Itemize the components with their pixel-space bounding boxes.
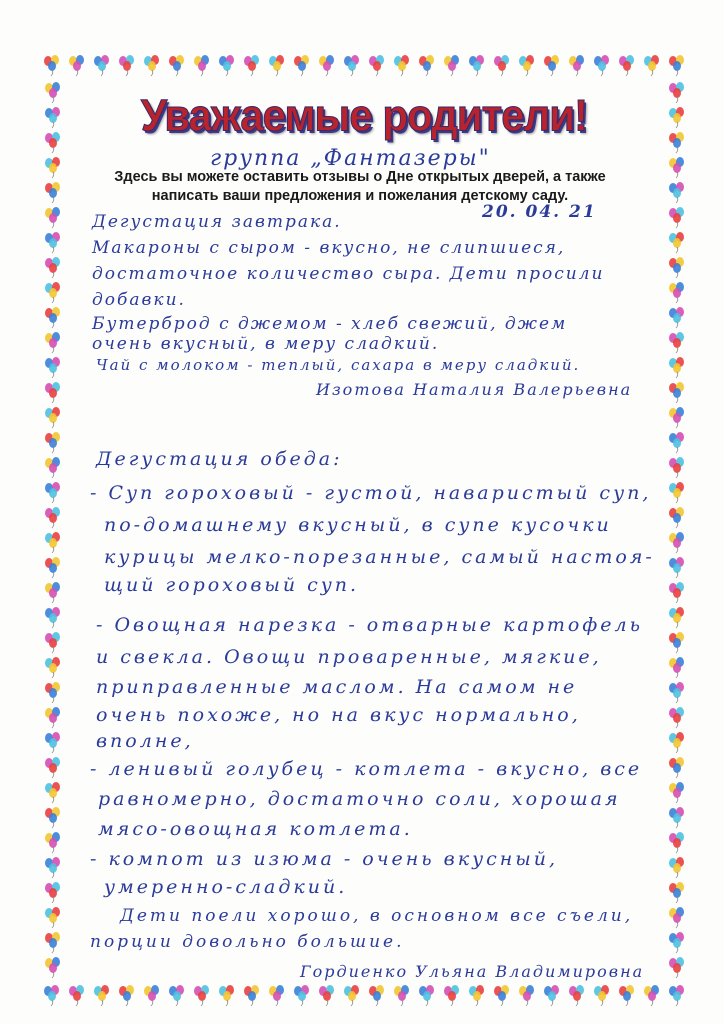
balloon-icon [669, 432, 684, 453]
balloon-icon [169, 985, 184, 1006]
balloon-icon [69, 55, 84, 76]
lunch-line: и свекла. Овощи проваренные, мягкие, [96, 646, 602, 668]
balloon-icon [319, 985, 334, 1006]
balloon-icon [369, 985, 384, 1006]
lunch-line: Дети поели хорошо, в основном все съели, [120, 906, 634, 926]
balloon-icon [269, 985, 284, 1006]
balloon-icon [669, 157, 684, 178]
lunch-signature: Гордиенко Ульяна Владимировна [300, 962, 645, 981]
balloon-icon [45, 407, 60, 428]
balloon-icon [369, 55, 384, 76]
balloon-icon [45, 907, 60, 928]
balloon-icon [669, 282, 684, 303]
balloon-border-bottom [40, 982, 690, 1008]
balloon-icon [594, 985, 609, 1006]
balloon-icon [219, 55, 234, 76]
intro-line-2: написать ваши предложения и пожелания детскому саду. [151, 188, 569, 204]
balloon-icon [45, 932, 60, 953]
balloon-icon [469, 55, 484, 76]
breakfast-line: Бутерброд с джемом - хлеб свежий, джем [92, 314, 568, 334]
balloon-icon [45, 232, 60, 253]
balloon-icon [669, 857, 684, 878]
balloon-icon [45, 182, 60, 203]
balloon-icon [669, 957, 684, 978]
balloon-icon [669, 985, 684, 1006]
balloon-icon [669, 507, 684, 528]
balloon-icon [45, 657, 60, 678]
balloon-border-right [664, 78, 690, 982]
lunch-line: вполне, [96, 730, 194, 752]
balloon-icon [569, 55, 584, 76]
balloon-icon [544, 55, 559, 76]
balloon-icon [244, 985, 259, 1006]
balloon-icon [119, 985, 134, 1006]
balloon-icon [45, 782, 60, 803]
balloon-icon [45, 607, 60, 628]
balloon-icon [669, 55, 684, 76]
balloon-icon [669, 357, 684, 378]
balloon-icon [494, 55, 509, 76]
intro-line-1: Здесь вы можете оставить отзывы о Дне открытых дверей, а также [114, 169, 606, 185]
balloon-icon [669, 632, 684, 653]
balloon-icon [669, 557, 684, 578]
balloon-icon [45, 282, 60, 303]
balloon-icon [45, 257, 60, 278]
balloon-icon [45, 882, 60, 903]
lunch-line: порции довольно большие. [90, 932, 405, 952]
balloon-icon [669, 482, 684, 503]
lunch-heading: Дегустация обеда: [96, 448, 343, 470]
balloon-icon [469, 985, 484, 1006]
balloon-icon [94, 985, 109, 1006]
lunch-line: - Овощная нарезка - отварные картофель [96, 614, 643, 636]
balloon-icon [244, 55, 259, 76]
balloon-icon [494, 985, 509, 1006]
form-title: Уважаемые родители! [140, 90, 588, 141]
breakfast-signature: Изотова Наталия Валерьевна [316, 380, 633, 399]
balloon-icon [44, 985, 59, 1006]
balloon-icon [45, 957, 60, 978]
breakfast-line: Чай с молоком - теплый, сахара в меру сладкий. [96, 356, 581, 374]
balloon-icon [444, 55, 459, 76]
lunch-line: равномерно, достаточно соли, хорошая [98, 788, 621, 810]
balloon-icon [45, 857, 60, 878]
balloon-icon [45, 107, 60, 128]
balloon-icon [44, 55, 59, 76]
balloon-icon [45, 482, 60, 503]
form-intro-text [80, 168, 640, 206]
breakfast-line: достаточное количество сыра. Дети просили [92, 264, 605, 284]
lunch-line: по-домашнему вкусный, в супе кусочки [104, 514, 612, 536]
balloon-icon [144, 985, 159, 1006]
balloon-icon [669, 757, 684, 778]
balloon-icon [45, 532, 60, 553]
balloon-icon [519, 985, 534, 1006]
balloon-icon [294, 55, 309, 76]
balloon-icon [669, 907, 684, 928]
balloon-icon [45, 157, 60, 178]
lunch-line: очень похоже, но на вкус нормально, [96, 704, 581, 726]
balloon-icon [669, 882, 684, 903]
balloon-icon [194, 55, 209, 76]
balloon-icon [45, 357, 60, 378]
balloon-icon [119, 55, 134, 76]
balloon-icon [419, 985, 434, 1006]
balloon-icon [169, 55, 184, 76]
balloon-icon [544, 985, 559, 1006]
group-name-handwritten: группа „Фантазеры" [210, 146, 491, 171]
balloon-icon [294, 985, 309, 1006]
balloon-icon [45, 332, 60, 353]
balloon-icon [344, 985, 359, 1006]
balloon-icon [45, 382, 60, 403]
balloon-icon [444, 985, 459, 1006]
balloon-icon [419, 55, 434, 76]
balloon-icon [669, 657, 684, 678]
balloon-icon [319, 55, 334, 76]
balloon-icon [269, 55, 284, 76]
balloon-icon [669, 582, 684, 603]
breakfast-line: очень вкусный, в меру сладкий. [92, 334, 440, 354]
balloon-icon [45, 707, 60, 728]
balloon-icon [45, 82, 60, 103]
balloon-icon [45, 207, 60, 228]
balloon-icon [45, 507, 60, 528]
balloon-icon [45, 682, 60, 703]
balloon-icon [69, 985, 84, 1006]
balloon-icon [594, 55, 609, 76]
balloon-icon [669, 532, 684, 553]
balloon-icon [669, 382, 684, 403]
balloon-icon [669, 182, 684, 203]
breakfast-line: Макароны с сыром - вкусно, не слипшиеся, [92, 238, 566, 258]
balloon-icon [669, 607, 684, 628]
balloon-icon [669, 457, 684, 478]
breakfast-line: добавки. [92, 290, 186, 310]
lunch-line: - ленивый голубец - котлета - вкусно, все [90, 758, 643, 780]
balloon-icon [669, 932, 684, 953]
lunch-line: приправленные маслом. На самом не [96, 676, 578, 698]
balloon-icon [45, 557, 60, 578]
balloon-icon [45, 832, 60, 853]
lunch-line: - Суп гороховый - густой, наваристый суп, [90, 482, 652, 504]
balloon-icon [45, 132, 60, 153]
balloon-icon [669, 832, 684, 853]
balloon-icon [94, 55, 109, 76]
handwritten-date: 20. 04. 21 [482, 202, 597, 222]
balloon-icon [644, 985, 659, 1006]
balloon-icon [669, 782, 684, 803]
balloon-icon [669, 82, 684, 103]
balloon-icon [569, 985, 584, 1006]
lunch-line: умеренно-сладкий. [104, 876, 348, 898]
balloon-icon [519, 55, 534, 76]
balloon-icon [394, 55, 409, 76]
breakfast-heading: Дегустация завтрака. [92, 212, 342, 232]
balloon-icon [194, 985, 209, 1006]
lunch-line: мясо-овощная котлета. [98, 818, 413, 840]
balloon-border-top [40, 52, 690, 78]
balloon-icon [669, 707, 684, 728]
balloon-icon [669, 682, 684, 703]
balloon-icon [669, 257, 684, 278]
balloon-icon [394, 985, 409, 1006]
balloon-icon [344, 55, 359, 76]
balloon-icon [669, 307, 684, 328]
balloon-icon [669, 132, 684, 153]
balloon-icon [45, 732, 60, 753]
balloon-icon [45, 432, 60, 453]
balloon-icon [644, 55, 659, 76]
balloon-icon [45, 632, 60, 653]
balloon-border-left [40, 78, 66, 982]
balloon-icon [669, 807, 684, 828]
lunch-line: курицы мелко-порезанные, самый настоя- [104, 546, 655, 568]
balloon-icon [45, 457, 60, 478]
balloon-icon [45, 307, 60, 328]
balloon-icon [45, 807, 60, 828]
balloon-icon [619, 55, 634, 76]
balloon-icon [669, 332, 684, 353]
balloon-icon [219, 985, 234, 1006]
balloon-icon [45, 582, 60, 603]
balloon-icon [669, 407, 684, 428]
balloon-icon [669, 107, 684, 128]
balloon-icon [669, 732, 684, 753]
balloon-icon [144, 55, 159, 76]
balloon-icon [669, 207, 684, 228]
lunch-line: - компот из изюма - очень вкусный, [90, 848, 559, 870]
balloon-icon [619, 985, 634, 1006]
lunch-line: щий гороховый суп. [104, 574, 360, 596]
balloon-icon [669, 232, 684, 253]
balloon-icon [45, 757, 60, 778]
